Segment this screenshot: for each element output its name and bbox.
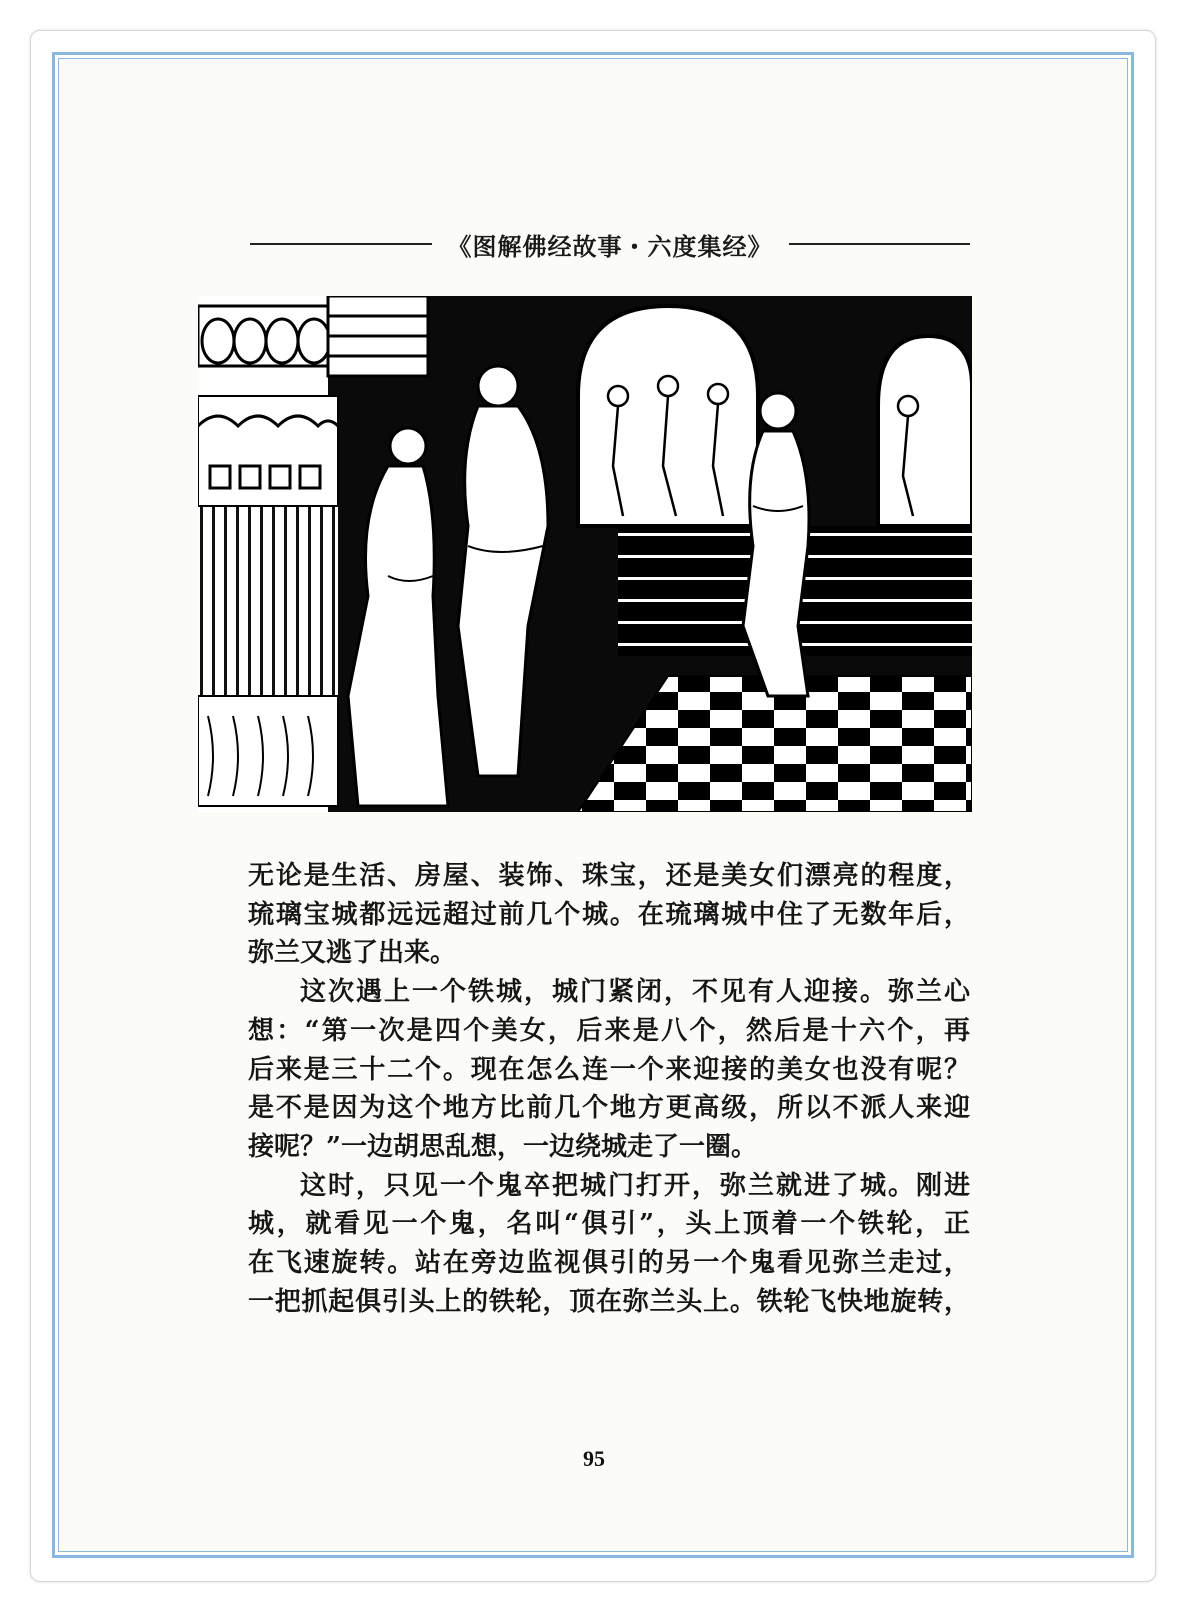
- header-rule-right: [789, 243, 971, 245]
- text-line: 这次遇上一个铁城，城门紧闭，不见有人迎接。弥兰心: [300, 977, 970, 1008]
- running-title: 《图解佛经故事・六度集经》: [447, 231, 773, 261]
- running-head: [250, 228, 970, 260]
- text-line: 无论是生活、房屋、装饰、珠宝，还是美女们漂亮的程度，: [248, 861, 970, 891]
- paragraph-3: [248, 1167, 970, 1322]
- text-line: 城，就看见一个鬼，名叫“俱引”，头上顶着一个铁轮，正: [248, 1209, 970, 1240]
- paragraph-1: [248, 857, 970, 973]
- text-line: 后来是三十二个。现在怎么连一个来迎接的美女也没有呢？: [248, 1054, 970, 1085]
- text-line: 接呢？”一边胡思乱想，一边绕城走了一圈。: [248, 1131, 757, 1162]
- page-number: 95: [583, 1446, 605, 1471]
- text-line: 是不是因为这个地方比前几个地方更高级，所以不派人来迎: [248, 1093, 970, 1124]
- text-line: 在飞速旋转。站在旁边监视俱引的另一个鬼看见弥兰走过，: [248, 1248, 970, 1279]
- text-line: 琉璃宝城都远远超过前几个城。在琉璃城中住了无数年后，: [248, 899, 970, 930]
- line-drawing-palace-scene-icon: [198, 296, 972, 812]
- palace-illustration: [198, 296, 972, 812]
- text-line: 一把抓起俱引头上的铁轮，顶在弥兰头上。铁轮飞快地旋转，: [248, 1286, 970, 1317]
- body-text: [248, 857, 970, 1321]
- header-rule-left: [250, 243, 432, 245]
- paragraph-2: [248, 973, 970, 1167]
- text-line: 这时，只见一个鬼卒把城门打开，弥兰就进了城。刚进: [300, 1170, 970, 1201]
- text-line: 想：“第一次是四个美女，后来是八个，然后是十六个，再: [248, 1015, 970, 1046]
- text-line: 弥兰又逃了出来。: [248, 938, 457, 969]
